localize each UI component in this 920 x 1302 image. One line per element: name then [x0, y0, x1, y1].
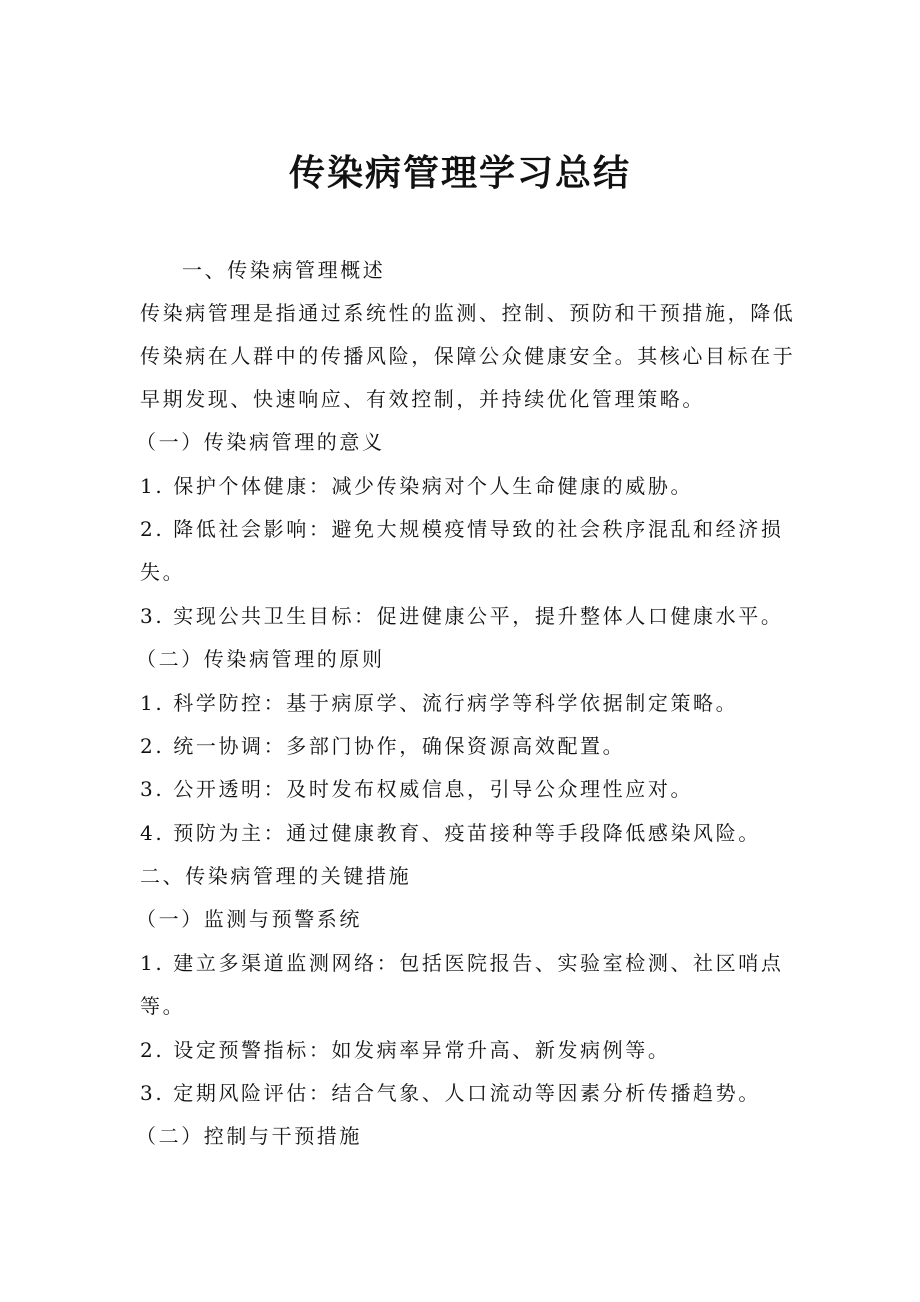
list-item: 3. 定期风险评估：结合气象、人口流动等因素分析传播趋势。 [140, 1081, 761, 1105]
list-item: 1. 保护个体健康：减少传染病对个人生命健康的威胁。 [140, 474, 694, 498]
paragraph-line: 早期发现、快速响应、有效控制，并持续优化管理策略。 [140, 387, 705, 411]
list-item: 1. 建立多渠道监测网络：包括医院报告、实验室检测、社区哨点 [140, 951, 784, 975]
list-item: 4. 预防为主：通过健康教育、疫苗接种等手段降低感染风险。 [140, 821, 761, 845]
list-item: 2. 设定预警指标：如发病率异常升高、新发病例等。 [140, 1038, 671, 1062]
list-item-continuation: 失。 [140, 560, 186, 584]
list-item: 2. 统一协调：多部门协作，确保资源高效配置。 [140, 734, 626, 758]
paragraph-line: 传染病在人群中的传播风险，保障公众健康安全。其核心目标在于 [140, 344, 796, 368]
paragraph-line: 传染病管理是指通过系统性的监测、控制、预防和干预措施，降低 [140, 301, 796, 325]
subsection-heading: （二）传染病管理的原则 [136, 647, 385, 671]
subsection-heading: （二）控制与干预措施 [136, 1124, 362, 1148]
list-item: 2. 降低社会影响：避免大规模疫情导致的社会秩序混乱和经济损 [140, 517, 784, 541]
list-item: 3. 公开透明：及时发布权威信息，引导公众理性应对。 [140, 777, 694, 801]
subsection-heading: （一）传染病管理的意义 [136, 430, 385, 454]
list-item: 1. 科学防控：基于病原学、流行病学等科学依据制定策略。 [140, 691, 739, 715]
subsection-heading: （一）监测与预警系统 [136, 907, 362, 931]
page-title: 传染病管理学习总结 [288, 153, 631, 194]
list-item-continuation: 等。 [140, 994, 186, 1018]
section-heading: 二、传染病管理的关键措施 [140, 864, 412, 888]
section-heading: 一、传染病管理概述 [182, 258, 386, 282]
list-item: 3. 实现公共卫生目标：促进健康公平，提升整体人口健康水平。 [140, 604, 784, 628]
